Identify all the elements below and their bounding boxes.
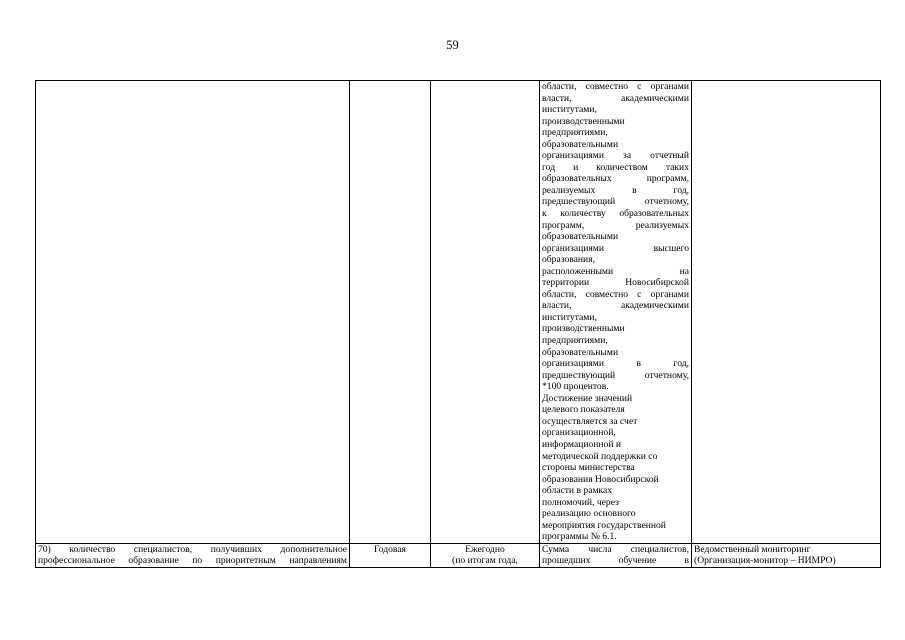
timing-cell (431, 543, 540, 567)
continuation-row (36, 81, 881, 544)
indicator-table (35, 80, 881, 568)
method-line: Достижение значений (542, 392, 633, 404)
method-line: год и количеством таких (542, 161, 689, 173)
method-line: производственными (542, 323, 625, 335)
method-line: *100 процентов. (542, 381, 609, 393)
method-line: реализацию основного (542, 508, 636, 520)
method-line: власти, академическими (542, 92, 689, 104)
method-line: организационной, (542, 427, 616, 439)
page-number: 59 (446, 38, 459, 52)
method-line: области, совместно с органами (542, 81, 689, 92)
source-cell (692, 543, 881, 567)
method-line: институтами, (542, 104, 597, 116)
method-line: институтами, (542, 311, 597, 323)
source-cell (692, 81, 881, 544)
indicator-name-cell (36, 81, 350, 544)
method-line: методической поддержки со (542, 450, 658, 462)
method-line: предприятиями, (542, 127, 608, 139)
periodicity-text: Годовая (374, 543, 406, 555)
method-line: предприятиями, (542, 335, 608, 347)
method-line: производственными (542, 115, 625, 127)
method-line: реализуемых в год, (542, 184, 689, 196)
method-line: организациями в год, (542, 358, 689, 370)
method-line: осуществляется за счет (542, 415, 638, 427)
method-line: мероприятия государственной (542, 519, 666, 531)
method-line: территории Новосибирской (542, 277, 689, 289)
method-line: предшествующий отчетному, (542, 196, 689, 208)
method-line: образовательными (542, 346, 619, 358)
method-line: прошедших обучение в (542, 555, 689, 567)
source-line: (Организация-монитор – НИМРО) (694, 555, 836, 567)
calculation-method-cell (540, 81, 692, 544)
source-line: Ведомственный мониторинг (694, 543, 811, 555)
method-line: области, совместно с органами (542, 288, 689, 300)
periodicity-cell (350, 543, 431, 567)
method-line: образовательных программ, (542, 173, 689, 185)
method-line: образовательными (542, 231, 619, 243)
method-line: программ, реализуемых (542, 219, 689, 231)
calculation-method-cell (540, 543, 692, 567)
method-justified-text (542, 81, 689, 393)
method-line: предшествующий отчетному, (542, 369, 689, 381)
indicator-name-cell (36, 543, 350, 567)
method-line: образовательными (542, 138, 619, 150)
method-line: целевого показателя (542, 404, 625, 416)
method-line: стороны министерства (542, 462, 635, 474)
method-line: области в рамках (542, 485, 613, 497)
method-line: Сумма числа специалистов, (542, 543, 689, 555)
timing-line: (по итогам года, (452, 555, 518, 567)
method-line: полномочий, через (542, 496, 619, 508)
timing-line: Ежегодно (465, 543, 505, 555)
method-line: организациями высшего (542, 242, 689, 254)
method-line: информационной и (542, 438, 621, 450)
method-line: программы № 6.1. (542, 531, 617, 543)
periodicity-cell (350, 81, 431, 544)
indicator-row-70 (36, 543, 881, 567)
method-line: образования, (542, 254, 596, 266)
method-line: к количеству образовательных (542, 208, 689, 220)
method-line: организациями за отчетный (542, 150, 689, 162)
indicator-name-line: профессиональное образование по приоритетным направлениям (38, 555, 347, 567)
indicator-name-line: 70) количество специалистов, получивших дополнительное (38, 543, 347, 555)
method-left-text (542, 393, 689, 543)
method-line: власти, академическими (542, 300, 689, 312)
timing-cell (431, 81, 540, 544)
method-line: образования Новосибирской (542, 473, 659, 485)
method-line: расположенными на (542, 265, 689, 277)
